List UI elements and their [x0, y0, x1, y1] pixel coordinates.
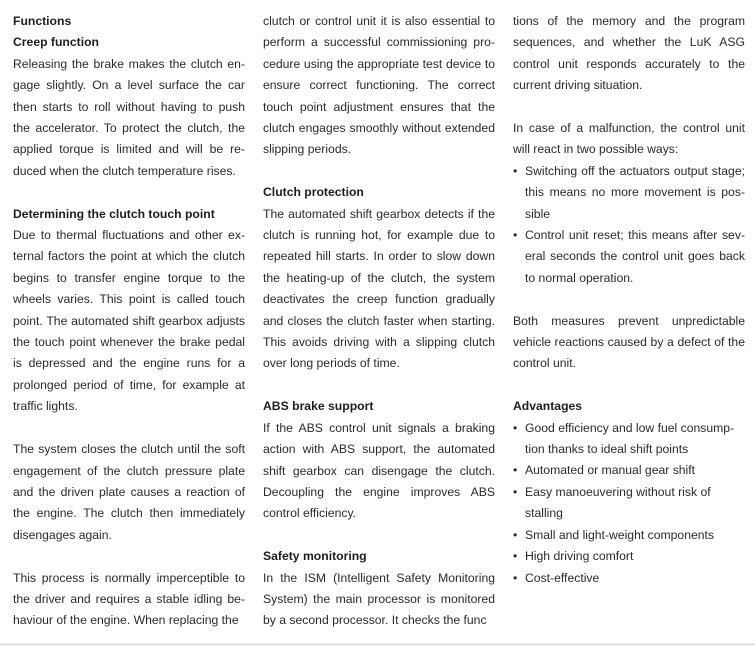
advantages-list — [513, 418, 745, 589]
paragraph-touch-point-1: Due to thermal fluctuations and other external factors the point at which the clutch begins to transfer engine torque to the wheels varies. This point is called touch point. The automated shift gearbox adjusts the touch point whenever the brake pedal is depressed and the engine runs for a prolonged period of time, for example at traffic lights. — [13, 228, 245, 414]
paragraph-touch-point-2: The system closes the clutch until the soft engagement of the clutch pressure plate and the driven plate causes a reaction of the engine. The clutch then immediately disengages again. — [13, 442, 245, 542]
list-item: • Switching off the actuators output stage; this means no more movement is possible — [513, 161, 745, 225]
list-item: • Small and light-weight components — [513, 525, 745, 546]
paragraph-memory-check: tions of the memory and the program sequences, and whether the LuK ASG control unit responds accurately to the current driving situation. — [513, 14, 745, 93]
paragraph-commissioning: clutch or control unit it is also essential to perform a successful commissioning procedure using the appropriate test device to ensure correct functioning. The correct touch point adjustment ensures that the clutch engages smoothly without extended slipping periods. — [263, 14, 495, 157]
list-item: • Good efficiency and low fuel consumption thanks to ideal shift points — [513, 418, 745, 461]
paragraph-clutch-protection: The automated shift gearbox detects if the clutch is running hot, for example due to repeated hill starts. In order to slow down the heating-up of the clutch, the system deactivates the creep function gradually and closes the clutch faster when starting. This avoids driving with a slipping clutch over long periods of time. — [263, 206, 495, 371]
heading-advantages: Advantages — [513, 399, 583, 414]
list-item: • Control unit reset; this means after several seconds the control unit goes back to normal operation. — [513, 225, 745, 289]
heading-abs-brake-support: ABS brake support — [263, 399, 374, 414]
list-item: • Easy manoeuvering without risk of stalling — [513, 482, 745, 525]
heading-clutch-protection: Clutch protection — [263, 185, 364, 200]
section-heading-functions: Functions — [13, 14, 72, 28]
paragraph-touch-point-3: This process is normally imperceptible to the driver and requires a stable idling behaviour of the engine. When replacing the — [13, 570, 245, 628]
document-page — [13, 11, 743, 636]
list-item: • Cost-effective — [513, 568, 745, 589]
paragraph-safety-monitoring: In the ISM (Intelligent Safety Monitoring System) the main processor is monitored by a second processor. It checks the func — [263, 570, 495, 628]
paragraph-creep-function: Releasing the brake makes the clutch engage slightly. On a level surface the car then starts to roll without having to push the accelerator. To protect the clutch, the applied torque is limited and will be reduced when the clutch temperature rises. — [13, 56, 245, 178]
paragraph-abs-brake-support: If the ABS control unit signals a braking action with ABS support, the automated shift gearbox can disengage the clutch. Decoupling the engine improves ABS control efficiency. — [263, 420, 495, 521]
heading-creep-function: Creep function — [13, 35, 99, 50]
column-2 — [263, 11, 495, 636]
column-3 — [513, 11, 745, 636]
list-item: • High driving comfort — [513, 546, 745, 567]
heading-touch-point: Determining the clutch touch point — [13, 206, 215, 221]
column-1 — [13, 11, 245, 636]
heading-safety-monitoring: Safety monitoring — [263, 549, 367, 564]
list-item: • Automated or manual gear shift — [513, 460, 745, 481]
malfunction-list — [513, 161, 745, 289]
paragraph-malfunction-intro: In case of a malfunction, the control unit will react in two possible ways: — [513, 121, 745, 157]
paragraph-measures: Both measures prevent unpredictable vehicle reactions caused by a defect of the control unit. — [513, 313, 745, 371]
